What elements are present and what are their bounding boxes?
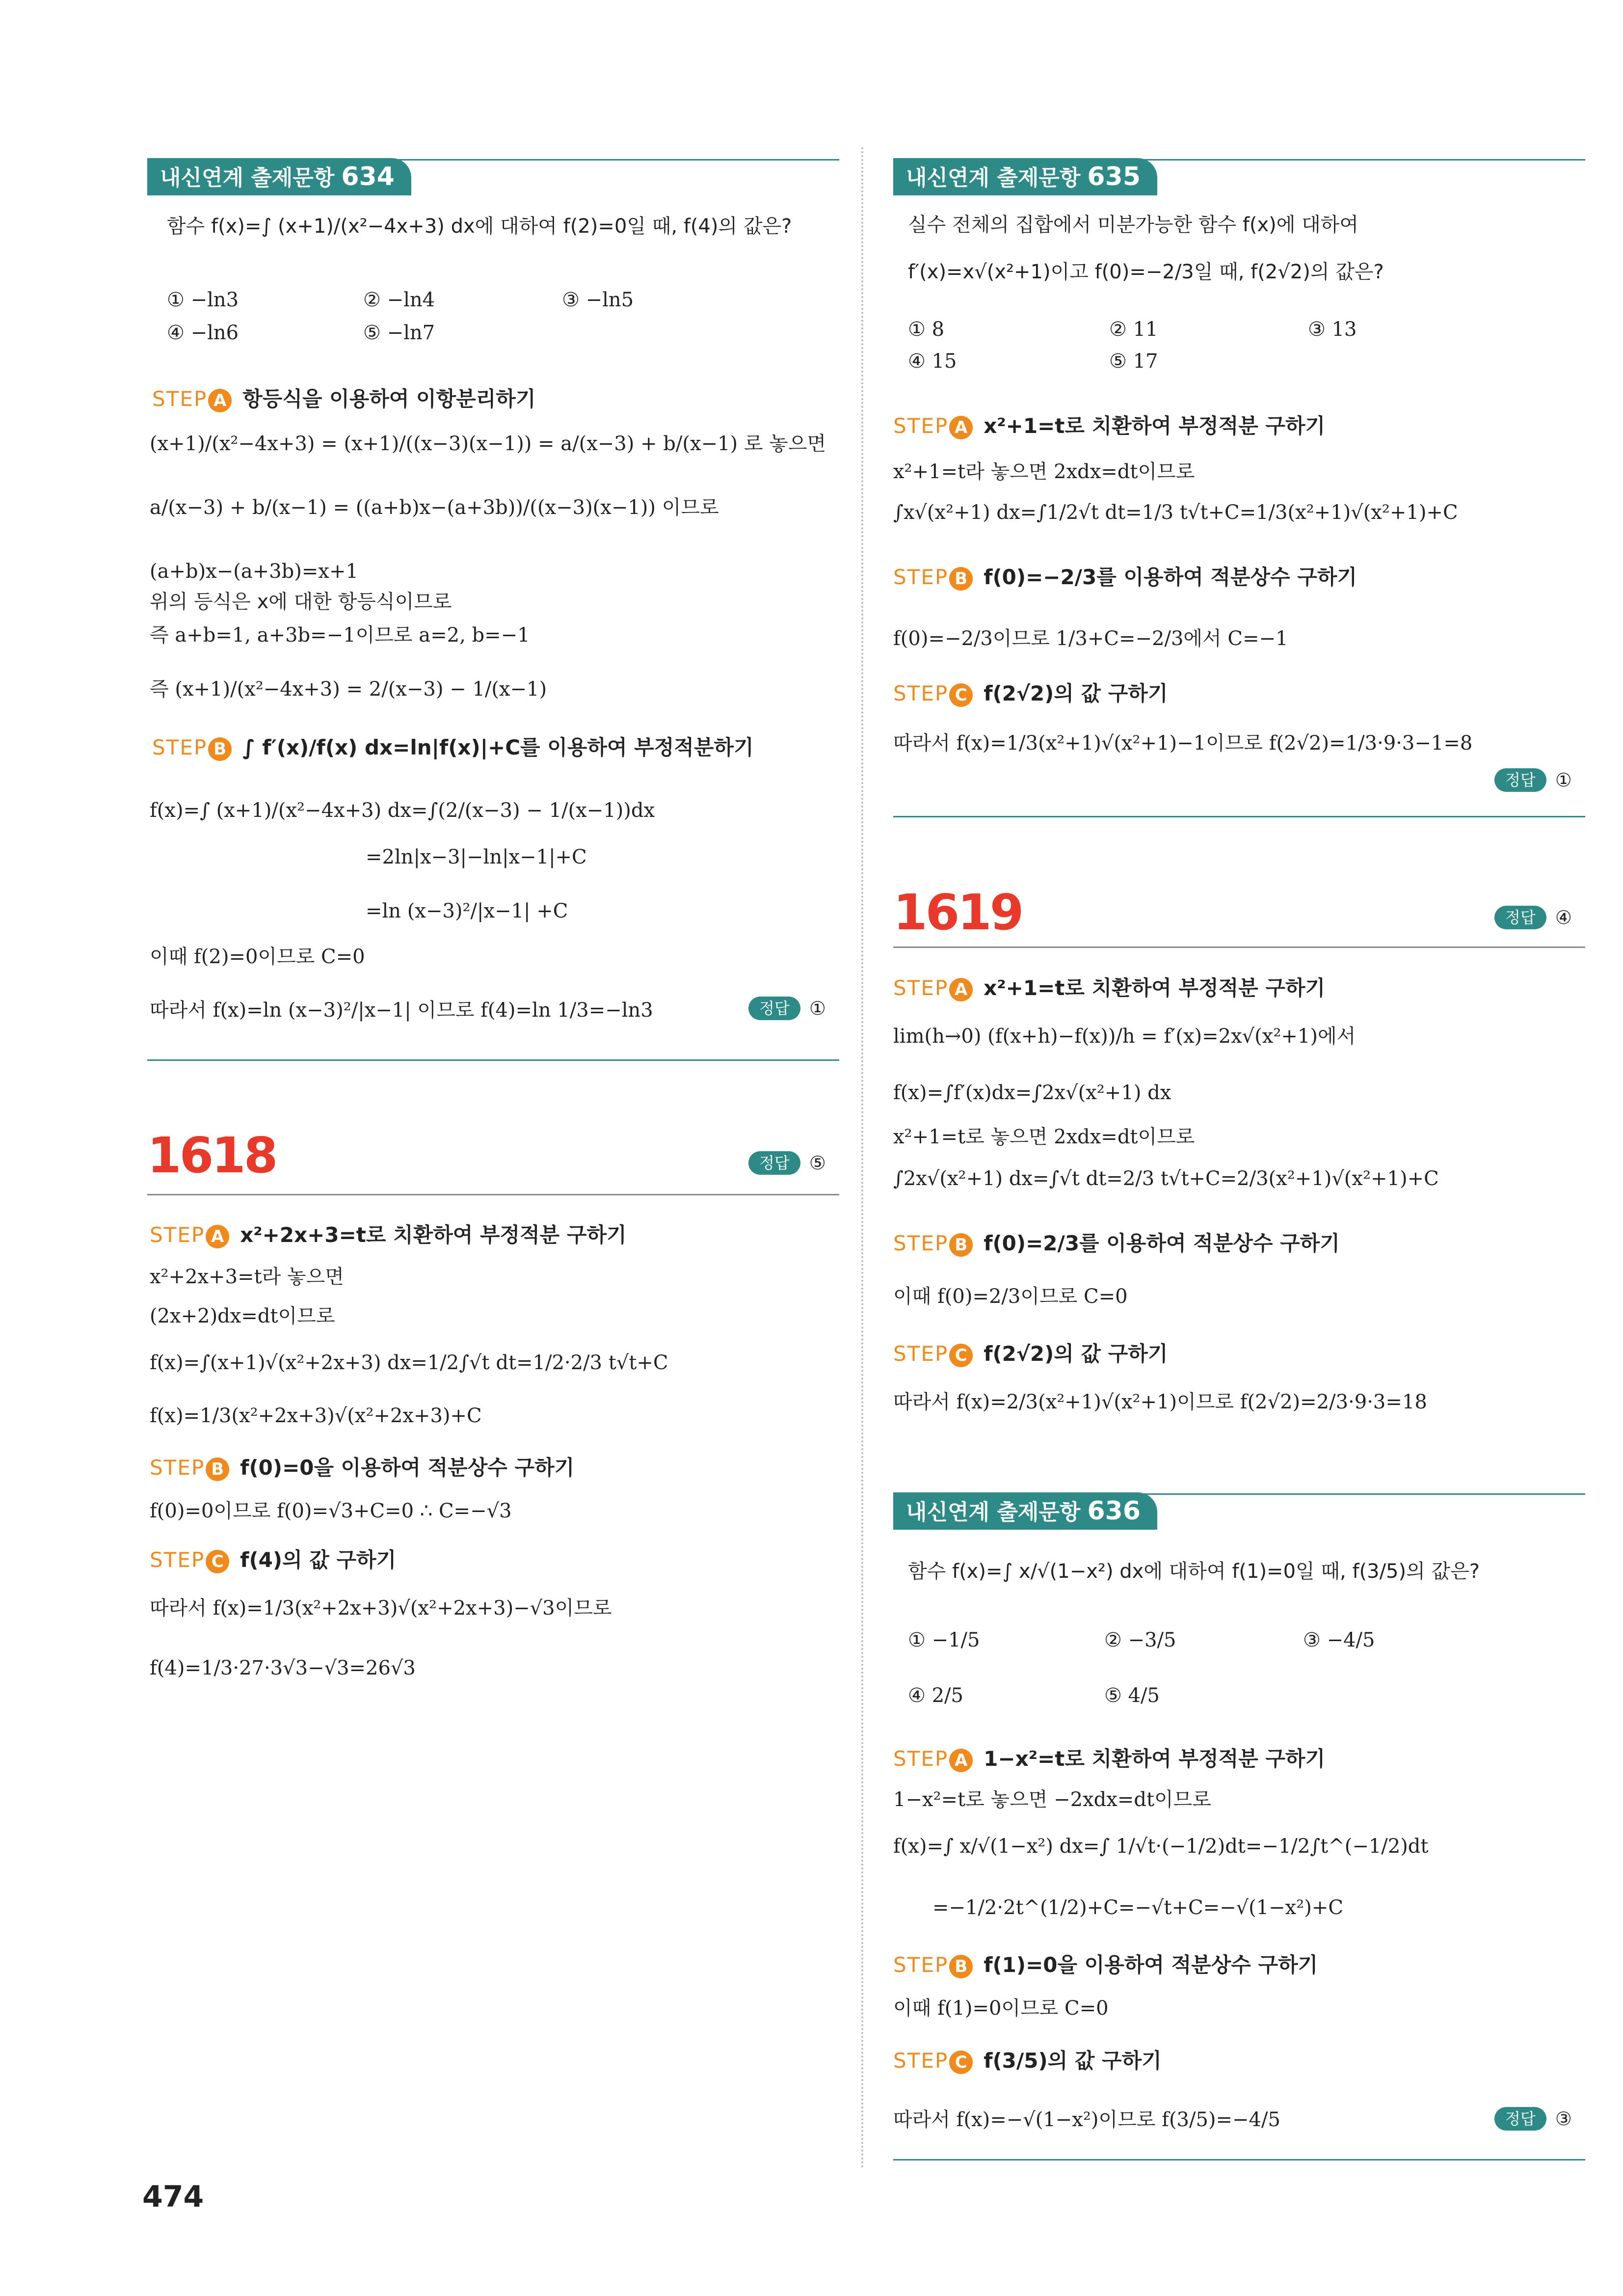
page-number: 474: [142, 2180, 204, 2214]
step-b-1618: [150, 1454, 574, 1482]
choice-3[interactable]: ③ −4/5: [1303, 1629, 1375, 1651]
step-a-635: [893, 412, 1325, 440]
solution-line: x²+1=t라 놓으면 2xdx=dt이므로: [893, 460, 1195, 483]
solution-line: 1−x²=t로 놓으면 −2xdx=dt이므로: [893, 1788, 1211, 1811]
step-title: f(0)=0을 이용하여 적분상수 구하기: [240, 1456, 575, 1480]
step-title: x²+1=t로 치환하여 부정적분 구하기: [984, 414, 1326, 438]
step-badge: A: [949, 978, 973, 1001]
step-word: STEP: [893, 1953, 949, 1977]
step-title: f(3/5)의 값 구하기: [984, 2049, 1162, 2073]
step-title: f(0)=−2/3를 이용하여 적분상수 구하기: [984, 565, 1357, 589]
step-word: STEP: [893, 1231, 949, 1255]
step-title: x²+1=t로 치환하여 부정적분 구하기: [984, 976, 1326, 1000]
solution-line: ∫x√(x²+1) dx=∫1/2√t dt=1/3 t√t+C=1/3(x²+1)√(x²+1)+C: [893, 501, 1458, 524]
step-a-1619: [893, 974, 1325, 1002]
step-word: STEP: [893, 414, 949, 438]
header-label: 내신연계 출제문항: [906, 1500, 1081, 1525]
solution-line: 즉 a+b=1, a+3b=−1이므로 a=2, b=−1: [150, 624, 530, 647]
step-badge: C: [949, 683, 973, 707]
question-635-line2: f′(x)=x√(x²+1)이고 f(0)=−2/3일 때, f(2√2)의 값은?: [908, 261, 1384, 283]
solution-line: 따라서 f(x)=−√(1−x²)이므로 f(3/5)=−4/5: [893, 2108, 1280, 2131]
step-badge: A: [949, 1749, 973, 1772]
choice-4[interactable]: ④ 2/5: [908, 1684, 963, 1707]
solution-line: x²+2x+3=t라 놓으면: [150, 1266, 344, 1288]
step-badge: A: [208, 389, 232, 412]
solution-line: f(x)=∫f′(x)dx=∫2x√(x²+1) dx: [893, 1081, 1171, 1104]
answer-635: [1494, 768, 1572, 792]
header-636: [893, 1492, 1585, 1530]
step-a-634: [152, 385, 535, 413]
solution-line: f(x)=∫ (x+1)/(x²−4x+3) dx=∫(2/(x−3) − 1/(x−1))dx: [150, 799, 655, 822]
solution-line: =ln (x−3)²/|x−1| +C: [366, 900, 568, 922]
question-635-line1: 실수 전체의 집합에서 미분가능한 함수 f(x)에 대하여: [908, 214, 1359, 236]
step-c-635: [893, 680, 1168, 707]
step-badge: C: [949, 1344, 973, 1367]
step-b-1619: [893, 1230, 1340, 1257]
solution-line: f(4)=1/3·27·3√3−√3=26√3: [150, 1657, 416, 1679]
answer-value: ⑤: [809, 1152, 826, 1174]
answer-636: [1494, 2107, 1572, 2131]
solution-line: x²+1=t로 놓으면 2xdx=dt이므로: [893, 1126, 1195, 1148]
choice-4[interactable]: ④ −ln6: [167, 322, 239, 344]
step-badge: A: [949, 416, 973, 439]
question-number: 636: [1087, 1496, 1141, 1526]
solution-line: 이때 f(2)=0이므로 C=0: [150, 945, 365, 968]
step-badge: B: [949, 1955, 973, 1978]
step-title: f(1)=0을 이용하여 적분상수 구하기: [984, 1953, 1318, 1977]
step-word: STEP: [893, 976, 949, 1000]
problem-number-1618: 1618: [147, 1127, 276, 1184]
answer-badge: 정답: [1494, 2107, 1546, 2131]
step-b-635: [893, 564, 1357, 591]
step-word: STEP: [152, 735, 208, 759]
section-rule: [147, 1059, 839, 1061]
question-number: 635: [1087, 162, 1141, 191]
step-title: f(4)의 값 구하기: [240, 1548, 397, 1572]
step-title: ∫ f′(x)/f(x) dx=ln|f(x)|+C를 이용하여 부정적분하기: [242, 735, 754, 759]
answer-badge: 정답: [748, 997, 800, 1020]
solution-line: f(x)=∫(x+1)√(x²+2x+3) dx=1/2∫√t dt=1/2·2/3 t√t+C: [150, 1351, 668, 1374]
step-title: f(0)=2/3를 이용하여 적분상수 구하기: [984, 1231, 1340, 1255]
step-word: STEP: [150, 1548, 205, 1572]
choice-1[interactable]: ① −1/5: [908, 1629, 980, 1651]
section-rule: [893, 2159, 1585, 2161]
choice-4[interactable]: ④ 15: [908, 350, 957, 373]
step-word: STEP: [893, 681, 949, 705]
step-word: STEP: [150, 1223, 205, 1247]
header-635: [893, 158, 1585, 195]
step-c-1618: [150, 1546, 396, 1574]
answer-1619: [1494, 906, 1572, 929]
solution-line: 따라서 f(x)=2/3(x²+1)√(x²+1)이므로 f(2√2)=2/3·9·3=18: [893, 1391, 1427, 1413]
question-number: 634: [341, 162, 395, 191]
step-word: STEP: [893, 565, 949, 589]
step-c-1619: [893, 1340, 1168, 1368]
step-title: 항등식을 이용하여 이항분리하기: [242, 387, 536, 411]
solution-line: f(x)=1/3(x²+2x+3)√(x²+2x+3)+C: [150, 1405, 482, 1427]
step-word: STEP: [152, 387, 208, 411]
step-c-636: [893, 2047, 1162, 2075]
step-badge: A: [206, 1225, 229, 1248]
solution-line: a/(x−3) + b/(x−1) = ((a+b)x−(a+3b))/((x−3)(x−1)) 이므로: [150, 496, 719, 519]
solution-line: 즉 (x+1)/(x²−4x+3) = 2/(x−3) − 1/(x−1): [150, 678, 547, 701]
step-b-634: [152, 734, 754, 761]
step-word: STEP: [893, 2049, 949, 2073]
step-badge: C: [206, 1550, 229, 1573]
section-rule: [893, 946, 1585, 948]
choice-5[interactable]: ⑤ 4/5: [1104, 1684, 1160, 1707]
step-badge: B: [206, 1458, 229, 1481]
solution-line: 이때 f(1)=0이므로 C=0: [893, 1997, 1109, 2020]
header-label: 내신연계 출제문항: [906, 165, 1081, 190]
solution-line: =−1/2·2t^(1/2)+C=−√t+C=−√(1−x²)+C: [932, 1896, 1343, 1919]
solution-line: f(0)=0이므로 f(0)=√3+C=0 ∴ C=−√3: [150, 1500, 512, 1522]
answer-value: ④: [1555, 907, 1572, 928]
solution-line: lim(h→0) (f(x+h)−f(x))/h = f′(x)=2x√(x²+1)에서: [893, 1025, 1356, 1048]
solution-line: (x+1)/(x²−4x+3) = (x+1)/((x−3)(x−1)) = a/(x−3) + b/(x−1) 로 놓으면: [150, 432, 826, 455]
solution-line: f(0)=−2/3이므로 1/3+C=−2/3에서 C=−1: [893, 627, 1288, 650]
solution-line: 따라서 f(x)=1/3(x²+1)√(x²+1)−1이므로 f(2√2)=1/3·9·3−1=8: [893, 732, 1473, 755]
answer-badge: 정답: [748, 1151, 800, 1175]
choice-1[interactable]: ① 8: [908, 318, 945, 341]
solution-line: ∫2x√(x²+1) dx=∫√t dt=2/3 t√t+C=2/3(x²+1)√(x²+1)+C: [893, 1167, 1439, 1190]
step-title: f(2√2)의 값 구하기: [984, 1342, 1168, 1366]
step-title: x²+2x+3=t로 치환하여 부정적분 구하기: [240, 1223, 627, 1247]
solution-line: 따라서 f(x)=1/3(x²+2x+3)√(x²+2x+3)−√3이므로: [150, 1597, 612, 1620]
answer-634: [748, 997, 826, 1020]
step-title: 1−x²=t로 치환하여 부정적분 구하기: [984, 1747, 1326, 1771]
section-rule: [893, 816, 1585, 817]
step-badge: C: [949, 2051, 973, 2074]
step-b-636: [893, 1951, 1318, 1979]
choice-1[interactable]: ① −ln3: [167, 289, 239, 311]
step-word: STEP: [893, 1747, 949, 1771]
question-634: 함수 f(x)=∫ (x+1)/(x²−4x+3) dx에 대하여 f(2)=0일 때, f(4)의 값은?: [167, 215, 792, 238]
problem-number-1619: 1619: [893, 884, 1022, 941]
solution-line: f(x)=∫ x/√(1−x²) dx=∫ 1/√t·(−1/2)dt=−1/2∫t^(−1/2)dt: [893, 1835, 1429, 1858]
header-label: 내신연계 출제문항: [160, 165, 335, 190]
solution-line: 따라서 f(x)=ln (x−3)²/|x−1| 이므로 f(4)=ln 1/3=−ln3: [150, 999, 653, 1022]
solution-line: 위의 등식은 x에 대한 항등식이므로: [150, 591, 452, 613]
section-rule: [147, 1194, 839, 1195]
answer-badge: 정답: [1494, 768, 1546, 792]
step-badge: B: [949, 567, 973, 591]
answer-value: ①: [809, 998, 826, 1019]
step-a-1618: [150, 1221, 627, 1249]
choice-5[interactable]: ⑤ 17: [1109, 350, 1158, 373]
choice-2[interactable]: ② −3/5: [1104, 1629, 1176, 1651]
choice-2[interactable]: ② 11: [1109, 318, 1158, 341]
solution-line: =2ln|x−3|−ln|x−1|+C: [366, 846, 587, 868]
answer-1618: [748, 1151, 826, 1175]
step-badge: B: [208, 737, 232, 761]
step-a-636: [893, 1745, 1325, 1773]
solution-line: (a+b)x−(a+3b)=x+1: [150, 560, 358, 583]
choice-2[interactable]: ② −ln4: [363, 289, 435, 311]
step-word: STEP: [893, 1342, 949, 1366]
header-634: [147, 158, 839, 195]
step-word: STEP: [150, 1456, 205, 1480]
answer-value: ①: [1555, 769, 1572, 791]
choice-3[interactable]: ③ 13: [1308, 318, 1357, 341]
answer-badge: 정답: [1494, 906, 1546, 929]
choice-3[interactable]: ③ −ln5: [562, 289, 634, 311]
solution-line: (2x+2)dx=dt이므로: [150, 1305, 335, 1327]
question-636: 함수 f(x)=∫ x/√(1−x²) dx에 대하여 f(1)=0일 때, f(3/5)의 값은?: [908, 1560, 1480, 1583]
choice-5[interactable]: ⑤ −ln7: [363, 322, 435, 344]
solution-line: 이때 f(0)=2/3이므로 C=0: [893, 1285, 1128, 1308]
answer-value: ③: [1555, 2108, 1572, 2130]
step-badge: B: [949, 1233, 973, 1257]
step-title: f(2√2)의 값 구하기: [984, 681, 1168, 705]
column-divider: [861, 147, 863, 2170]
